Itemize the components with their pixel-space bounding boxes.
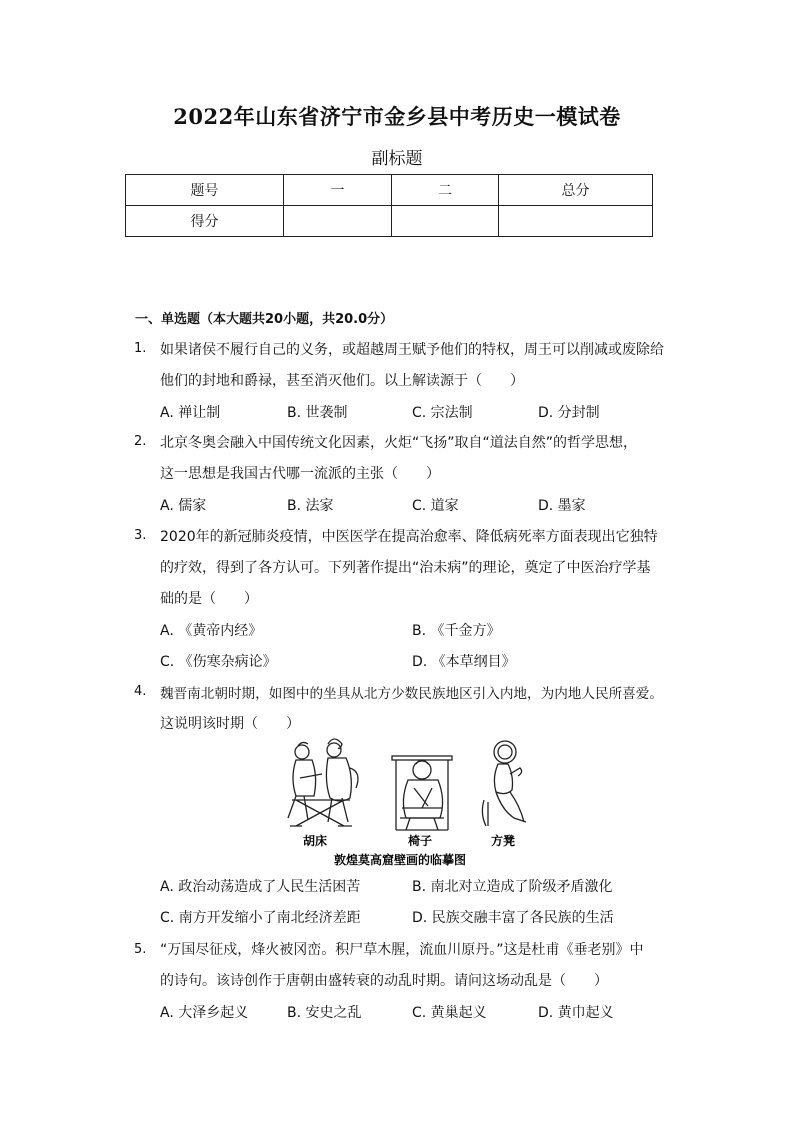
score-header-cell: 总分: [499, 175, 653, 206]
question-text-line: 2020年的新冠肺炎疫情，中医医学在提高治愈率、降低病死率方面表现出它独特: [160, 529, 658, 545]
square-stool-illustration: [482, 741, 526, 826]
score-table-score-row: [126, 206, 653, 237]
question-number: 3.: [134, 528, 147, 543]
section-heading: 一、单选题（本大题共20小题，共20.0分）: [135, 312, 394, 327]
option-a: A. 禅让制: [160, 405, 221, 421]
option-d: D. 《本草纲目》: [412, 654, 516, 670]
question-text-line: 础的是（ ）: [160, 591, 258, 607]
option-c: C. 南方开发缩小了南北经济差距: [160, 910, 361, 926]
option-b: B. 南北对立造成了阶级矛盾激化: [412, 879, 613, 895]
score-header-cell: 题号: [126, 175, 284, 206]
option-b: B. 法家: [287, 498, 334, 514]
score-row-label: 得分: [126, 206, 284, 237]
question-number: 1.: [134, 341, 147, 356]
option-d: D. 墨家: [538, 498, 586, 514]
option-b: B. 世袭制: [287, 405, 348, 421]
score-header-cell: 二: [392, 175, 499, 206]
question-text-line: 的疗效，得到了各方认可。下列著作提出“治未病”的理论，奠定了中医治疗学基: [160, 560, 651, 576]
score-blank-cell: [392, 206, 499, 237]
question-text-line: “万国尽征戍，烽火被冈峦。积尸草木腥，流血川原丹。”这是杜甫《垂老别》中: [160, 942, 644, 958]
exam-subtitle: 副标题: [371, 149, 423, 169]
option-a: A. 大泽乡起义: [160, 1005, 249, 1021]
score-blank-cell: [284, 206, 392, 237]
option-a: A. 《黄帝内经》: [160, 623, 263, 639]
question-text-line: 魏晋南北朝时期，如图中的坐具从北方少数民族地区引入内地，为内地人民所喜爱。: [160, 686, 663, 702]
seating-figure: [270, 738, 630, 868]
option-b: B. 《千金方》: [412, 623, 501, 639]
figure-label: 胡床: [302, 834, 328, 848]
score-table: [125, 174, 653, 237]
option-d: D. 黄巾起义: [538, 1005, 614, 1021]
hu-chuang-illustration: [288, 739, 358, 826]
score-header-cell: 一: [284, 175, 392, 206]
option-a: A. 儒家: [160, 498, 207, 514]
question-text-line: 这说明该时期（ ）: [160, 716, 300, 732]
question-text-line: 北京冬奥会融入中国传统文化因素，火炬“飞扬”取自“道法自然”的哲学思想，: [160, 435, 638, 451]
score-table-header-row: [126, 175, 653, 206]
option-c: C. 《伤寒杂病论》: [160, 654, 277, 670]
option-d: D. 分封制: [538, 405, 600, 421]
question-number: 4.: [134, 684, 147, 699]
option-c: C. 黄巢起义: [412, 1005, 487, 1021]
figure-label: 方凳: [490, 834, 516, 848]
question-text-line: 如果诸侯不履行自己的义务，或超越周王赋予他们的特权，周王可以削减或废除给: [160, 342, 664, 358]
option-a: A. 政治动荡造成了人民生活困苦: [160, 879, 361, 895]
score-blank-cell: [499, 206, 653, 237]
chair-illustration: [392, 756, 452, 830]
option-c: C. 宗法制: [412, 405, 473, 421]
option-b: B. 安史之乱: [287, 1005, 362, 1021]
option-c: C. 道家: [412, 498, 459, 514]
question-text-line: 的诗句。该诗创作于唐朝由盛转衰的动乱时期。请问这场动乱是（ ）: [160, 973, 608, 989]
exam-title: 2022年山东省济宁市金乡县中考历史一模试卷: [173, 104, 621, 129]
question-text-line: 他们的封地和爵禄，甚至消灭他们。以上解读源于（ ）: [160, 373, 524, 389]
option-d: D. 民族交融丰富了各民族的生活: [412, 910, 614, 926]
question-text-line: 这一思想是我国古代哪一流派的主张（ ）: [160, 466, 440, 482]
figure-caption: 敦煌莫高窟壁画的临摹图: [333, 853, 467, 867]
question-number: 5.: [134, 942, 147, 957]
figure-label: 椅子: [407, 834, 433, 848]
question-number: 2.: [134, 434, 147, 449]
